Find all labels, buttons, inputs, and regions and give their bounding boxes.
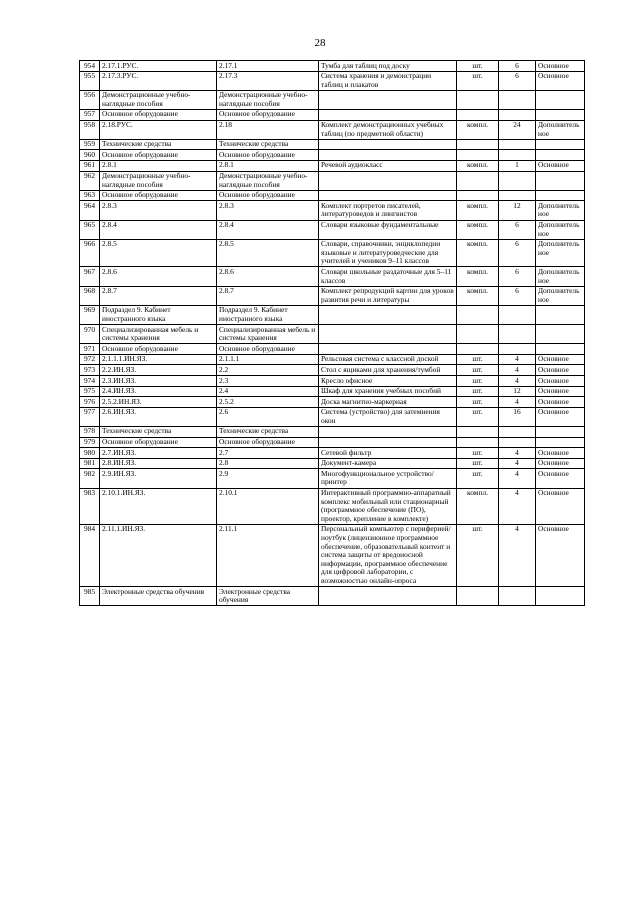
- item-code: 2.11.1.ИН.ЯЗ.: [100, 524, 217, 586]
- row-number: 970: [80, 325, 100, 344]
- item-type: Основное: [536, 524, 585, 586]
- table-row: [80, 365, 585, 376]
- row-number: 972: [80, 354, 100, 365]
- row-number: 960: [80, 150, 100, 161]
- row-number: 969: [80, 305, 100, 324]
- item-type: Основное: [536, 448, 585, 459]
- item-quantity: [499, 426, 536, 437]
- item-quantity: 1: [499, 160, 536, 171]
- item-type: Основное: [536, 376, 585, 387]
- item-unit: [457, 150, 499, 161]
- item-type: Основное: [536, 365, 585, 376]
- item-unit: [457, 171, 499, 190]
- item-type: Дополнительное: [536, 201, 585, 220]
- table-row: [80, 120, 585, 139]
- item-unit: шт.: [457, 354, 499, 365]
- table-row: [80, 469, 585, 488]
- row-number: 961: [80, 160, 100, 171]
- item-code: Основное оборудование: [100, 437, 217, 448]
- item-unit: шт.: [457, 469, 499, 488]
- item-reference: 2.1.1.1: [217, 354, 319, 365]
- item-type: [536, 190, 585, 201]
- item-code: 2.8.6: [100, 267, 217, 286]
- item-code: 2.8.4: [100, 220, 217, 239]
- item-reference: 2.8: [217, 458, 319, 469]
- item-type: Основное: [536, 397, 585, 408]
- item-quantity: [499, 437, 536, 448]
- row-number: 962: [80, 171, 100, 190]
- item-quantity: 4: [499, 524, 536, 586]
- item-name: Рельсовая система с классной доской: [319, 354, 457, 365]
- item-unit: [457, 587, 499, 606]
- item-unit: шт.: [457, 407, 499, 426]
- item-quantity: 6: [499, 61, 536, 72]
- item-type: [536, 305, 585, 324]
- item-code: 2.9.ИН.ЯЗ.: [100, 469, 217, 488]
- row-number: 978: [80, 426, 100, 437]
- item-name: Система хранения и демонстрации таблиц и плакатов: [319, 71, 457, 90]
- row-number: 979: [80, 437, 100, 448]
- item-code: Технические средства: [100, 139, 217, 150]
- item-name: Интерактивный программно-аппаратный комплекс мобильный или стационарный (программное обеспечение (ПО), проектор, крепление в комплекте): [319, 488, 457, 524]
- item-type: [536, 90, 585, 109]
- item-quantity: 6: [499, 239, 536, 267]
- table-row: [80, 286, 585, 305]
- item-type: Основное: [536, 354, 585, 365]
- table-row: [80, 587, 585, 606]
- item-type: [536, 587, 585, 606]
- item-reference: 2.4: [217, 386, 319, 397]
- item-name: [319, 90, 457, 109]
- item-quantity: 6: [499, 220, 536, 239]
- item-reference: 2.8.3: [217, 201, 319, 220]
- item-reference: Специализированная мебель и системы хранения: [217, 325, 319, 344]
- item-unit: [457, 325, 499, 344]
- item-code: 2.1.1.1.ИН.ЯЗ.: [100, 354, 217, 365]
- item-reference: 2.7: [217, 448, 319, 459]
- row-number: 958: [80, 120, 100, 139]
- item-type: Дополнительное: [536, 120, 585, 139]
- item-quantity: [499, 139, 536, 150]
- item-unit: [457, 344, 499, 355]
- item-quantity: [499, 325, 536, 344]
- row-number: 966: [80, 239, 100, 267]
- row-number: 955: [80, 71, 100, 90]
- item-reference: 2.5.2: [217, 397, 319, 408]
- item-unit: [457, 139, 499, 150]
- item-unit: компл.: [457, 267, 499, 286]
- row-number: 984: [80, 524, 100, 586]
- item-name: [319, 426, 457, 437]
- item-code: 2.17.3.РУС.: [100, 71, 217, 90]
- item-type: Основное: [536, 458, 585, 469]
- item-type: [536, 109, 585, 120]
- row-number: 959: [80, 139, 100, 150]
- item-type: Основное: [536, 71, 585, 90]
- item-reference: Демонстрационные учебно-наглядные пособия: [217, 90, 319, 109]
- table-row: [80, 109, 585, 120]
- table-row: [80, 325, 585, 344]
- row-number: 956: [80, 90, 100, 109]
- item-code: 2.4.ИН.ЯЗ.: [100, 386, 217, 397]
- table-row: [80, 488, 585, 524]
- item-type: [536, 139, 585, 150]
- table-row: [80, 407, 585, 426]
- item-name: Комплект портретов писателей, литературоведов и лингвистов: [319, 201, 457, 220]
- table-body: [80, 61, 585, 606]
- item-quantity: [499, 90, 536, 109]
- item-type: [536, 150, 585, 161]
- item-quantity: [499, 587, 536, 606]
- item-reference: Основное оборудование: [217, 344, 319, 355]
- item-type: Дополнительное: [536, 220, 585, 239]
- item-type: Дополнительное: [536, 286, 585, 305]
- item-name: [319, 171, 457, 190]
- item-unit: шт.: [457, 458, 499, 469]
- item-unit: шт.: [457, 365, 499, 376]
- table-row: [80, 426, 585, 437]
- item-name: [319, 190, 457, 201]
- item-reference: Основное оборудование: [217, 190, 319, 201]
- item-type: Основное: [536, 61, 585, 72]
- row-number: 981: [80, 458, 100, 469]
- table-row: [80, 354, 585, 365]
- item-unit: компл.: [457, 220, 499, 239]
- item-unit: шт.: [457, 397, 499, 408]
- item-reference: 2.8.4: [217, 220, 319, 239]
- item-type: [536, 325, 585, 344]
- row-number: 976: [80, 397, 100, 408]
- item-name: Комплект репродукций картин для уроков развития речи и литературы: [319, 286, 457, 305]
- item-code: 2.6.ИН.ЯЗ.: [100, 407, 217, 426]
- item-quantity: 4: [499, 376, 536, 387]
- item-quantity: 12: [499, 386, 536, 397]
- item-reference: 2.9: [217, 469, 319, 488]
- item-quantity: 6: [499, 71, 536, 90]
- item-name: [319, 305, 457, 324]
- table-row: [80, 386, 585, 397]
- item-reference: 2.6: [217, 407, 319, 426]
- item-code: 2.8.5: [100, 239, 217, 267]
- item-type: Основное: [536, 386, 585, 397]
- item-code: Основное оборудование: [100, 109, 217, 120]
- item-unit: шт.: [457, 61, 499, 72]
- item-code: Специализированная мебель и системы хранения: [100, 325, 217, 344]
- item-code: Основное оборудование: [100, 150, 217, 161]
- item-code: Демонстрационные учебно-наглядные пособия: [100, 171, 217, 190]
- item-name: Доска магнитно-маркерная: [319, 397, 457, 408]
- item-reference: 2.17.1: [217, 61, 319, 72]
- item-name: Речевой аудиокласс: [319, 160, 457, 171]
- item-quantity: [499, 171, 536, 190]
- item-reference: Подраздел 9. Кабинет иностранного языка: [217, 305, 319, 324]
- item-name: Персональный компьютер с периферией/ноутбук (лицензионное программное обеспечение, образовательный контент и система защиты от вредоносной информации, программное обеспечение для цифровой лаборатории, с возможностью онлайн-опроса: [319, 524, 457, 586]
- row-number: 957: [80, 109, 100, 120]
- item-unit: компл.: [457, 488, 499, 524]
- item-name: [319, 150, 457, 161]
- row-number: 983: [80, 488, 100, 524]
- item-code: Основное оборудование: [100, 190, 217, 201]
- item-code: Основное оборудование: [100, 344, 217, 355]
- item-code: 2.8.ИН.ЯЗ.: [100, 458, 217, 469]
- row-number: 973: [80, 365, 100, 376]
- row-number: 985: [80, 587, 100, 606]
- item-reference: 2.17.3: [217, 71, 319, 90]
- item-code: 2.8.7: [100, 286, 217, 305]
- item-unit: шт.: [457, 71, 499, 90]
- item-unit: компл.: [457, 239, 499, 267]
- item-name: Словари, справочники, энциклопедии языковые и литературоведческие для учителей и учеников 9–11 классов: [319, 239, 457, 267]
- row-number: 977: [80, 407, 100, 426]
- item-name: [319, 325, 457, 344]
- row-number: 963: [80, 190, 100, 201]
- item-code: 2.10.1.ИН.ЯЗ.: [100, 488, 217, 524]
- item-type: [536, 426, 585, 437]
- item-quantity: 6: [499, 267, 536, 286]
- item-quantity: 4: [499, 458, 536, 469]
- item-code: 2.7.ИН.ЯЗ.: [100, 448, 217, 459]
- item-name: Стол с ящиками для хранения/тумбой: [319, 365, 457, 376]
- table-row: [80, 458, 585, 469]
- table-row: [80, 201, 585, 220]
- item-name: Комплект демонстрационных учебных таблиц (по предметной области): [319, 120, 457, 139]
- item-name: Словари языковые фундаментальные: [319, 220, 457, 239]
- item-reference: 2.8.5: [217, 239, 319, 267]
- item-reference: Электронные средства обучения: [217, 587, 319, 606]
- item-quantity: 6: [499, 286, 536, 305]
- table-row: [80, 448, 585, 459]
- item-unit: [457, 190, 499, 201]
- table-row: [80, 160, 585, 171]
- item-unit: компл.: [457, 120, 499, 139]
- item-code: Демонстрационные учебно-наглядные пособия: [100, 90, 217, 109]
- item-quantity: [499, 305, 536, 324]
- row-number: 971: [80, 344, 100, 355]
- page-number: 28: [314, 37, 326, 49]
- row-number: 980: [80, 448, 100, 459]
- table-row: [80, 190, 585, 201]
- item-quantity: 4: [499, 488, 536, 524]
- item-unit: [457, 109, 499, 120]
- item-name: Многофункциональное устройство/принтер: [319, 469, 457, 488]
- item-unit: [457, 90, 499, 109]
- item-name: Словари школьные раздаточные для 5–11 классов: [319, 267, 457, 286]
- item-code: Подраздел 9. Кабинет иностранного языка: [100, 305, 217, 324]
- item-unit: шт.: [457, 448, 499, 459]
- item-quantity: 4: [499, 469, 536, 488]
- item-type: Основное: [536, 469, 585, 488]
- item-reference: Технические средства: [217, 139, 319, 150]
- item-code: 2.2.ИН.ЯЗ.: [100, 365, 217, 376]
- row-number: 974: [80, 376, 100, 387]
- item-quantity: 4: [499, 354, 536, 365]
- item-name: Кресло офисное: [319, 376, 457, 387]
- item-code: Технические средства: [100, 426, 217, 437]
- item-quantity: 12: [499, 201, 536, 220]
- table-row: [80, 344, 585, 355]
- item-type: [536, 437, 585, 448]
- item-code: 2.8.1: [100, 160, 217, 171]
- item-type: Основное: [536, 160, 585, 171]
- item-unit: компл.: [457, 160, 499, 171]
- item-code: 2.8.3: [100, 201, 217, 220]
- item-reference: Технические средства: [217, 426, 319, 437]
- table-row: [80, 171, 585, 190]
- item-reference: Основное оборудование: [217, 150, 319, 161]
- table-row: [80, 61, 585, 72]
- item-unit: шт.: [457, 386, 499, 397]
- item-quantity: [499, 109, 536, 120]
- row-number: 968: [80, 286, 100, 305]
- item-name: [319, 139, 457, 150]
- table-row: [80, 267, 585, 286]
- row-number: 954: [80, 61, 100, 72]
- item-name: [319, 587, 457, 606]
- table-row: [80, 239, 585, 267]
- item-reference: 2.18: [217, 120, 319, 139]
- item-reference: Демонстрационные учебно-наглядные пособия: [217, 171, 319, 190]
- item-name: Сетевой фильтр: [319, 448, 457, 459]
- item-type: Дополнительное: [536, 267, 585, 286]
- table-row: [80, 397, 585, 408]
- item-unit: шт.: [457, 376, 499, 387]
- item-quantity: 4: [499, 397, 536, 408]
- item-type: [536, 171, 585, 190]
- item-quantity: [499, 344, 536, 355]
- item-reference: 2.10.1: [217, 488, 319, 524]
- item-reference: 2.11.1: [217, 524, 319, 586]
- table-row: [80, 71, 585, 90]
- item-unit: шт.: [457, 524, 499, 586]
- equipment-table: [79, 60, 585, 606]
- item-type: Основное: [536, 488, 585, 524]
- table-row: [80, 376, 585, 387]
- table-row: [80, 305, 585, 324]
- item-type: [536, 344, 585, 355]
- item-quantity: 4: [499, 365, 536, 376]
- item-reference: 2.3: [217, 376, 319, 387]
- item-name: [319, 437, 457, 448]
- item-unit: [457, 437, 499, 448]
- row-number: 967: [80, 267, 100, 286]
- item-reference: 2.8.1: [217, 160, 319, 171]
- table-row: [80, 139, 585, 150]
- item-name: [319, 344, 457, 355]
- item-name: Тумба для таблиц под доску: [319, 61, 457, 72]
- item-quantity: 16: [499, 407, 536, 426]
- item-name: Система (устройство) для затемнения окон: [319, 407, 457, 426]
- item-unit: [457, 426, 499, 437]
- table-row: [80, 437, 585, 448]
- item-type: Основное: [536, 407, 585, 426]
- row-number: 964: [80, 201, 100, 220]
- item-code: 2.3.ИН.ЯЗ.: [100, 376, 217, 387]
- item-code: 2.18.РУС.: [100, 120, 217, 139]
- item-reference: 2.2: [217, 365, 319, 376]
- table-row: [80, 90, 585, 109]
- row-number: 982: [80, 469, 100, 488]
- table-row: [80, 220, 585, 239]
- row-number: 975: [80, 386, 100, 397]
- item-name: [319, 109, 457, 120]
- item-unit: [457, 305, 499, 324]
- row-number: 965: [80, 220, 100, 239]
- item-code: 2.5.2.ИН.ЯЗ.: [100, 397, 217, 408]
- item-type: Дополнительное: [536, 239, 585, 267]
- item-reference: 2.8.7: [217, 286, 319, 305]
- item-unit: компл.: [457, 201, 499, 220]
- table-row: [80, 524, 585, 586]
- item-quantity: [499, 190, 536, 201]
- item-quantity: 24: [499, 120, 536, 139]
- item-code: 2.17.1.РУС.: [100, 61, 217, 72]
- item-name: Документ-камера: [319, 458, 457, 469]
- item-code: Электронные средства обучения: [100, 587, 217, 606]
- item-unit: компл.: [457, 286, 499, 305]
- item-reference: Основное оборудование: [217, 109, 319, 120]
- table-row: [80, 150, 585, 161]
- item-quantity: 4: [499, 448, 536, 459]
- item-name: Шкаф для хранения учебных пособий: [319, 386, 457, 397]
- item-quantity: [499, 150, 536, 161]
- item-reference: Основное оборудование: [217, 437, 319, 448]
- item-reference: 2.8.6: [217, 267, 319, 286]
